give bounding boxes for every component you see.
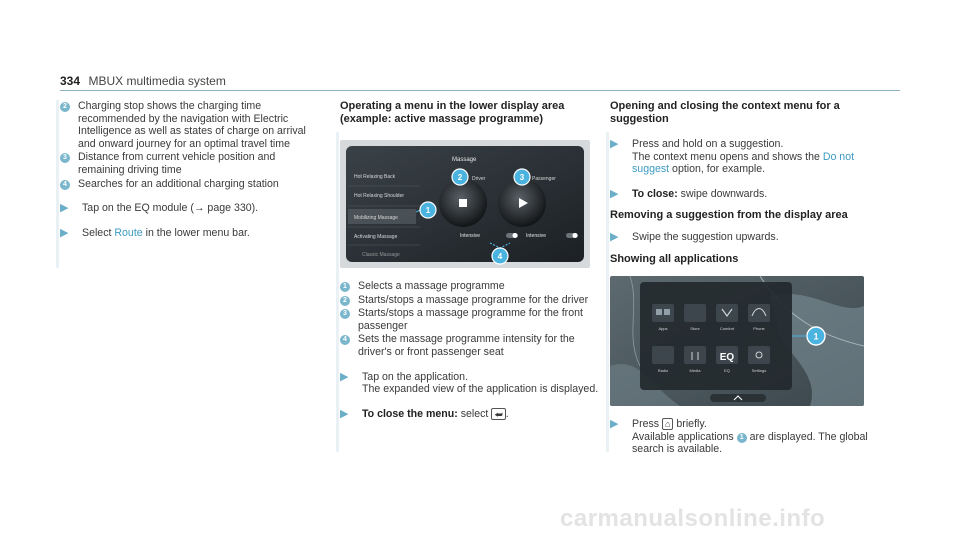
instruction-step bbox=[610, 188, 872, 201]
list-item-text: Charging stop shows the charging time recommended by the navigation with Electric Intelligence as well as states of charge on arrival and onward journey for an optimal travel time bbox=[78, 100, 306, 150]
app-launcher-panel bbox=[640, 282, 792, 390]
step-text: Select bbox=[82, 226, 115, 239]
app-label: EQ bbox=[724, 367, 730, 373]
list-item bbox=[60, 178, 310, 191]
column-bar bbox=[56, 100, 59, 268]
step-detail: Available applications bbox=[632, 430, 737, 443]
step-text: Tap on the EQ module ( bbox=[82, 202, 194, 215]
step-text: swipe downwards. bbox=[677, 187, 768, 200]
list-item bbox=[60, 100, 310, 150]
app-tile[interactable] bbox=[748, 346, 770, 364]
callout-badge: 3 bbox=[60, 153, 70, 163]
app-label: Media bbox=[689, 367, 701, 373]
callout-number: 2 bbox=[457, 173, 463, 182]
step-arrow-icon: ▶ bbox=[60, 226, 69, 239]
step-detail: The expanded view of the application is displayed. bbox=[362, 383, 599, 396]
section-heading: Showing all applications bbox=[610, 252, 739, 265]
step-arrow-icon: ▶ bbox=[610, 231, 619, 244]
list-item bbox=[60, 151, 310, 176]
section-heading: Removing a suggestion from the display area bbox=[610, 209, 848, 222]
bottom-nav-bar bbox=[710, 394, 766, 402]
list-item-text: Distance from current vehicle position and remaining driving time bbox=[78, 151, 276, 176]
instruction-step bbox=[60, 202, 310, 215]
step-label: To close: bbox=[632, 187, 678, 200]
step-arrow-icon: ▶ bbox=[610, 187, 619, 200]
list-item bbox=[340, 280, 602, 293]
column-3 bbox=[610, 100, 872, 456]
app-label: Apps bbox=[658, 325, 668, 331]
list-item-text: Selects a massage programme bbox=[358, 280, 505, 292]
eq-logo: EQ bbox=[719, 351, 735, 363]
header-rule bbox=[60, 90, 900, 91]
app-tile[interactable] bbox=[652, 304, 674, 322]
step-detail: option, for example. bbox=[669, 163, 766, 176]
watermark: carmanualsonline.info bbox=[560, 505, 826, 532]
callout-badge: 4 bbox=[60, 180, 70, 190]
menu-item[interactable]: Hot Relaxing Shoulder bbox=[354, 193, 405, 199]
page-ref-arrow-icon: → bbox=[193, 202, 205, 215]
list-item-text: Sets the massage programme intensity for the driver's or front passenger seat bbox=[358, 333, 575, 358]
do-not-suggest-link[interactable]: Do not suggest bbox=[632, 150, 855, 176]
section-heading: Operating a menu in the lower display area (example: active massage programme) bbox=[340, 100, 565, 125]
step-text: Tap on the application. bbox=[362, 370, 469, 383]
back-icon[interactable]: ⮨ bbox=[491, 408, 505, 420]
menu-item[interactable]: Activating Massage bbox=[354, 234, 398, 240]
page-number: 334 bbox=[60, 74, 81, 88]
list-item-text: Starts/stops a massage programme for the driver bbox=[358, 293, 589, 306]
callout-badge: 2 bbox=[340, 296, 350, 306]
step-arrow-icon: ▶ bbox=[610, 138, 619, 150]
page-header bbox=[60, 72, 900, 90]
callout-number: 4 bbox=[497, 252, 503, 261]
step-arrow-icon: ▶ bbox=[60, 202, 69, 215]
stop-icon[interactable] bbox=[459, 199, 467, 207]
callout-number: 1 bbox=[813, 331, 819, 342]
instruction-step bbox=[340, 371, 602, 396]
list-item-text: Starts/stops a massage programme for the front passenger bbox=[358, 307, 583, 332]
section-heading: Opening and closing the context menu for a suggestion bbox=[610, 100, 840, 125]
menu-item[interactable]: Classic Massage bbox=[362, 252, 400, 258]
menu-item[interactable]: Hot Relaxing Back bbox=[354, 174, 396, 180]
list-item bbox=[340, 294, 602, 307]
app-tile[interactable] bbox=[684, 304, 706, 322]
step-arrow-icon: ▶ bbox=[340, 370, 349, 383]
instruction-step bbox=[610, 418, 872, 456]
column-bar bbox=[336, 132, 339, 452]
column-2 bbox=[340, 100, 602, 420]
column-1 bbox=[60, 100, 310, 239]
instruction-step bbox=[60, 227, 310, 240]
callout-number: 3 bbox=[519, 173, 525, 182]
step-text: select bbox=[460, 407, 489, 420]
menu-item[interactable]: Mobilizing Massage bbox=[354, 215, 398, 221]
step-arrow-icon: ▶ bbox=[610, 417, 619, 430]
app-tile[interactable] bbox=[716, 304, 738, 322]
route-link[interactable]: Route bbox=[114, 226, 143, 239]
applications-screenshot bbox=[610, 276, 864, 406]
app-label: Radio bbox=[657, 367, 669, 373]
app-tile[interactable] bbox=[684, 346, 706, 364]
step-detail: The context menu opens and shows the bbox=[632, 150, 823, 163]
list-item-text: Searches for an additional charging station bbox=[78, 177, 279, 190]
step-text: briefly. bbox=[673, 417, 707, 430]
callout-number: 1 bbox=[425, 206, 431, 215]
list-item bbox=[340, 333, 602, 358]
home-icon[interactable]: ⌂ bbox=[662, 418, 673, 430]
massage-screenshot bbox=[340, 140, 590, 268]
step-detail: are displayed. The global search is available. bbox=[632, 430, 868, 456]
step-text: Press and hold on a suggestion. bbox=[632, 138, 784, 150]
step-text: page 330). bbox=[204, 202, 259, 215]
callout-badge: 3 bbox=[340, 309, 350, 319]
column-bar bbox=[606, 132, 609, 452]
step-text: Swipe the suggestion upwards. bbox=[632, 231, 779, 244]
intensive-label: Intensive bbox=[460, 233, 481, 239]
callout-badge: 1 bbox=[737, 433, 747, 443]
intensive-label: Intensive bbox=[526, 233, 547, 239]
app-label: Settings bbox=[751, 367, 767, 373]
driver-label: Driver bbox=[472, 176, 486, 182]
app-tile[interactable] bbox=[652, 346, 674, 364]
instruction-step bbox=[610, 231, 872, 244]
step-label: To close the menu: bbox=[362, 407, 458, 420]
passenger-label: Passenger bbox=[532, 176, 556, 182]
app-label: Phone bbox=[753, 325, 765, 331]
step-text: Press bbox=[632, 417, 663, 430]
app-tile[interactable] bbox=[748, 304, 770, 322]
screen-title: Massage bbox=[452, 157, 477, 163]
callout-badge: 4 bbox=[340, 335, 350, 345]
app-label: Store bbox=[690, 325, 700, 331]
instruction-step bbox=[610, 138, 872, 176]
page-title: MBUX multimedia system bbox=[88, 74, 226, 88]
step-text: in the lower menu bar. bbox=[142, 226, 250, 239]
step-text: . bbox=[505, 407, 509, 420]
instruction-step bbox=[340, 408, 602, 421]
step-arrow-icon: ▶ bbox=[340, 407, 349, 420]
callout-badge: 1 bbox=[340, 282, 350, 292]
list-item bbox=[340, 307, 602, 332]
callout-badge: 2 bbox=[60, 102, 70, 112]
app-label: Comfort bbox=[719, 325, 735, 331]
